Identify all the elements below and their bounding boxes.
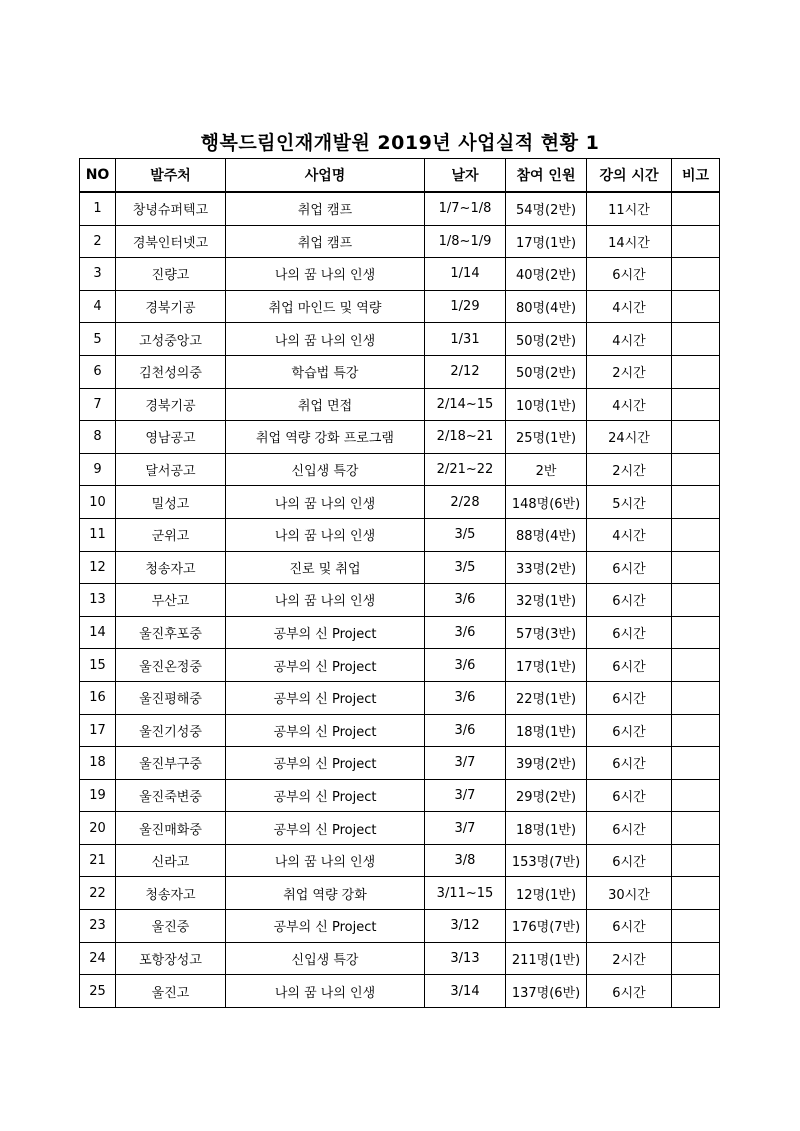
cell-date: 1/29 [425, 290, 506, 323]
table-row [80, 518, 720, 551]
cell-no: 2 [80, 225, 116, 258]
cell-note [672, 747, 720, 780]
cell-no: 12 [80, 551, 116, 584]
cell-no: 5 [80, 323, 116, 356]
cell-hours: 4시간 [587, 388, 672, 421]
cell-no: 22 [80, 877, 116, 910]
cell-hours: 6시간 [587, 551, 672, 584]
cell-participants: 153명(7반) [506, 844, 587, 877]
cell-no: 19 [80, 779, 116, 812]
table-row [80, 584, 720, 617]
cell-client: 포항장성고 [116, 942, 226, 975]
header-date: 날자 [425, 159, 506, 193]
cell-hours: 6시간 [587, 975, 672, 1008]
cell-hours: 6시간 [587, 812, 672, 845]
cell-participants: 2반 [506, 453, 587, 486]
cell-project: 공부의 신 Project [226, 747, 425, 780]
cell-project: 나의 꿈 나의 인생 [226, 518, 425, 551]
cell-no: 18 [80, 747, 116, 780]
performance-table [79, 158, 720, 1008]
cell-client: 울진온정중 [116, 649, 226, 682]
table-row [80, 355, 720, 388]
cell-project: 취업 면접 [226, 388, 425, 421]
cell-hours: 6시간 [587, 747, 672, 780]
cell-date: 3/6 [425, 714, 506, 747]
cell-hours: 24시간 [587, 421, 672, 454]
cell-project: 신입생 특강 [226, 942, 425, 975]
cell-client: 울진고 [116, 975, 226, 1008]
cell-participants: 12명(1반) [506, 877, 587, 910]
cell-participants: 50명(2반) [506, 355, 587, 388]
page-title: 행복드림인재개발원 2019년 사업실적 현황 1 [200, 132, 600, 154]
table-row [80, 323, 720, 356]
cell-note [672, 290, 720, 323]
cell-project: 공부의 신 Project [226, 649, 425, 682]
cell-participants: 17명(1반) [506, 225, 587, 258]
cell-project: 나의 꿈 나의 인생 [226, 975, 425, 1008]
cell-participants: 57명(3반) [506, 616, 587, 649]
cell-client: 밀성고 [116, 486, 226, 519]
cell-date: 3/7 [425, 812, 506, 845]
cell-project: 취업 역량 강화 [226, 877, 425, 910]
cell-client: 경북기공 [116, 388, 226, 421]
table-row [80, 910, 720, 943]
cell-note [672, 844, 720, 877]
table-row [80, 421, 720, 454]
cell-note [672, 584, 720, 617]
cell-client: 울진중 [116, 910, 226, 943]
cell-project: 나의 꿈 나의 인생 [226, 258, 425, 291]
cell-hours: 14시간 [587, 225, 672, 258]
cell-hours: 2시간 [587, 453, 672, 486]
cell-project: 취업 마인드 및 역량 [226, 290, 425, 323]
cell-project: 취업 캠프 [226, 225, 425, 258]
cell-client: 울진매화중 [116, 812, 226, 845]
cell-note [672, 649, 720, 682]
cell-hours: 6시간 [587, 584, 672, 617]
cell-date: 3/5 [425, 518, 506, 551]
cell-hours: 6시간 [587, 910, 672, 943]
cell-client: 창녕슈퍼텍고 [116, 192, 226, 225]
cell-date: 3/6 [425, 649, 506, 682]
cell-project: 나의 꿈 나의 인생 [226, 323, 425, 356]
cell-note [672, 486, 720, 519]
cell-client: 울진죽변중 [116, 779, 226, 812]
cell-participants: 25명(1반) [506, 421, 587, 454]
cell-note [672, 323, 720, 356]
cell-date: 1/31 [425, 323, 506, 356]
table-row [80, 453, 720, 486]
cell-note [672, 388, 720, 421]
cell-hours: 5시간 [587, 486, 672, 519]
cell-no: 6 [80, 355, 116, 388]
cell-no: 23 [80, 910, 116, 943]
cell-date: 2/12 [425, 355, 506, 388]
table-row [80, 779, 720, 812]
cell-date: 2/18~21 [425, 421, 506, 454]
table-row [80, 551, 720, 584]
cell-client: 신라고 [116, 844, 226, 877]
cell-hours: 6시간 [587, 779, 672, 812]
cell-note [672, 812, 720, 845]
header-hours: 강의 시간 [587, 159, 672, 193]
cell-participants: 88명(4반) [506, 518, 587, 551]
cell-hours: 6시간 [587, 681, 672, 714]
cell-client: 청송자고 [116, 877, 226, 910]
table-row [80, 714, 720, 747]
cell-project: 나의 꿈 나의 인생 [226, 486, 425, 519]
cell-date: 3/11~15 [425, 877, 506, 910]
cell-hours: 2시간 [587, 355, 672, 388]
cell-no: 15 [80, 649, 116, 682]
cell-note [672, 681, 720, 714]
cell-note [672, 192, 720, 225]
cell-no: 1 [80, 192, 116, 225]
cell-participants: 137명(6반) [506, 975, 587, 1008]
cell-no: 20 [80, 812, 116, 845]
cell-project: 취업 역량 강화 프로그램 [226, 421, 425, 454]
table-row [80, 258, 720, 291]
table-row [80, 225, 720, 258]
cell-hours: 11시간 [587, 192, 672, 225]
cell-no: 8 [80, 421, 116, 454]
cell-participants: 18명(1반) [506, 812, 587, 845]
cell-project: 공부의 신 Project [226, 779, 425, 812]
cell-no: 24 [80, 942, 116, 975]
cell-participants: 29명(2반) [506, 779, 587, 812]
cell-date: 3/7 [425, 779, 506, 812]
table-row [80, 844, 720, 877]
header-note: 비고 [672, 159, 720, 193]
cell-no: 16 [80, 681, 116, 714]
cell-date: 3/6 [425, 584, 506, 617]
header-participants: 참여 인원 [506, 159, 587, 193]
cell-participants: 22명(1반) [506, 681, 587, 714]
table-row [80, 747, 720, 780]
cell-note [672, 910, 720, 943]
cell-participants: 10명(1반) [506, 388, 587, 421]
cell-participants: 18명(1반) [506, 714, 587, 747]
cell-note [672, 518, 720, 551]
cell-date: 3/5 [425, 551, 506, 584]
cell-date: 2/14~15 [425, 388, 506, 421]
cell-date: 1/7~1/8 [425, 192, 506, 225]
cell-no: 25 [80, 975, 116, 1008]
cell-client: 울진부구중 [116, 747, 226, 780]
cell-no: 10 [80, 486, 116, 519]
cell-participants: 39명(2반) [506, 747, 587, 780]
cell-client: 무산고 [116, 584, 226, 617]
table-row [80, 290, 720, 323]
cell-no: 14 [80, 616, 116, 649]
cell-no: 4 [80, 290, 116, 323]
cell-client: 청송자고 [116, 551, 226, 584]
cell-date: 3/14 [425, 975, 506, 1008]
cell-project: 나의 꿈 나의 인생 [226, 584, 425, 617]
cell-hours: 30시간 [587, 877, 672, 910]
cell-client: 영남공고 [116, 421, 226, 454]
cell-project: 취업 캠프 [226, 192, 425, 225]
table-row [80, 942, 720, 975]
cell-participants: 148명(6반) [506, 486, 587, 519]
cell-date: 3/8 [425, 844, 506, 877]
cell-participants: 33명(2반) [506, 551, 587, 584]
cell-hours: 6시간 [587, 616, 672, 649]
cell-hours: 4시간 [587, 290, 672, 323]
cell-client: 김천성의중 [116, 355, 226, 388]
cell-date: 2/21~22 [425, 453, 506, 486]
cell-client: 군위고 [116, 518, 226, 551]
cell-date: 3/13 [425, 942, 506, 975]
cell-note [672, 975, 720, 1008]
table-row [80, 388, 720, 421]
cell-date: 1/14 [425, 258, 506, 291]
cell-date: 3/7 [425, 747, 506, 780]
table-row [80, 681, 720, 714]
cell-client: 고성중앙고 [116, 323, 226, 356]
cell-project: 공부의 신 Project [226, 616, 425, 649]
cell-participants: 54명(2반) [506, 192, 587, 225]
table-row [80, 486, 720, 519]
cell-note [672, 877, 720, 910]
cell-participants: 176명(7반) [506, 910, 587, 943]
cell-date: 3/12 [425, 910, 506, 943]
cell-date: 3/6 [425, 681, 506, 714]
cell-date: 3/6 [425, 616, 506, 649]
cell-no: 9 [80, 453, 116, 486]
cell-participants: 32명(1반) [506, 584, 587, 617]
table-row [80, 616, 720, 649]
cell-note [672, 421, 720, 454]
cell-client: 달서공고 [116, 453, 226, 486]
header-project: 사업명 [226, 159, 425, 193]
cell-note [672, 714, 720, 747]
cell-project: 나의 꿈 나의 인생 [226, 844, 425, 877]
table-row [80, 975, 720, 1008]
cell-hours: 6시간 [587, 649, 672, 682]
cell-project: 공부의 신 Project [226, 910, 425, 943]
cell-hours: 6시간 [587, 714, 672, 747]
cell-participants: 211명(1반) [506, 942, 587, 975]
cell-no: 13 [80, 584, 116, 617]
cell-client: 진량고 [116, 258, 226, 291]
cell-hours: 6시간 [587, 844, 672, 877]
cell-note [672, 616, 720, 649]
cell-note [672, 551, 720, 584]
cell-client: 경북인터넷고 [116, 225, 226, 258]
table-header-row [80, 159, 720, 193]
cell-client: 울진후포중 [116, 616, 226, 649]
cell-no: 11 [80, 518, 116, 551]
cell-project: 진로 및 취업 [226, 551, 425, 584]
cell-project: 학습법 특강 [226, 355, 425, 388]
table-body [80, 192, 720, 1007]
cell-no: 7 [80, 388, 116, 421]
cell-participants: 50명(2반) [506, 323, 587, 356]
cell-participants: 80명(4반) [506, 290, 587, 323]
cell-project: 공부의 신 Project [226, 681, 425, 714]
cell-hours: 6시간 [587, 258, 672, 291]
cell-hours: 4시간 [587, 518, 672, 551]
table-row [80, 877, 720, 910]
cell-note [672, 779, 720, 812]
cell-project: 공부의 신 Project [226, 714, 425, 747]
cell-note [672, 942, 720, 975]
cell-note [672, 453, 720, 486]
cell-participants: 40명(2반) [506, 258, 587, 291]
cell-project: 공부의 신 Project [226, 812, 425, 845]
cell-client: 경북기공 [116, 290, 226, 323]
cell-hours: 2시간 [587, 942, 672, 975]
cell-date: 1/8~1/9 [425, 225, 506, 258]
cell-date: 2/28 [425, 486, 506, 519]
header-client: 발주처 [116, 159, 226, 193]
cell-note [672, 225, 720, 258]
cell-no: 21 [80, 844, 116, 877]
cell-participants: 17명(1반) [506, 649, 587, 682]
table-row [80, 812, 720, 845]
cell-note [672, 258, 720, 291]
cell-no: 3 [80, 258, 116, 291]
table-row [80, 192, 720, 225]
cell-no: 17 [80, 714, 116, 747]
header-no: NO [80, 159, 116, 193]
cell-note [672, 355, 720, 388]
table-row [80, 649, 720, 682]
cell-client: 울진기성중 [116, 714, 226, 747]
cell-hours: 4시간 [587, 323, 672, 356]
cell-project: 신입생 특강 [226, 453, 425, 486]
cell-client: 울진평해중 [116, 681, 226, 714]
